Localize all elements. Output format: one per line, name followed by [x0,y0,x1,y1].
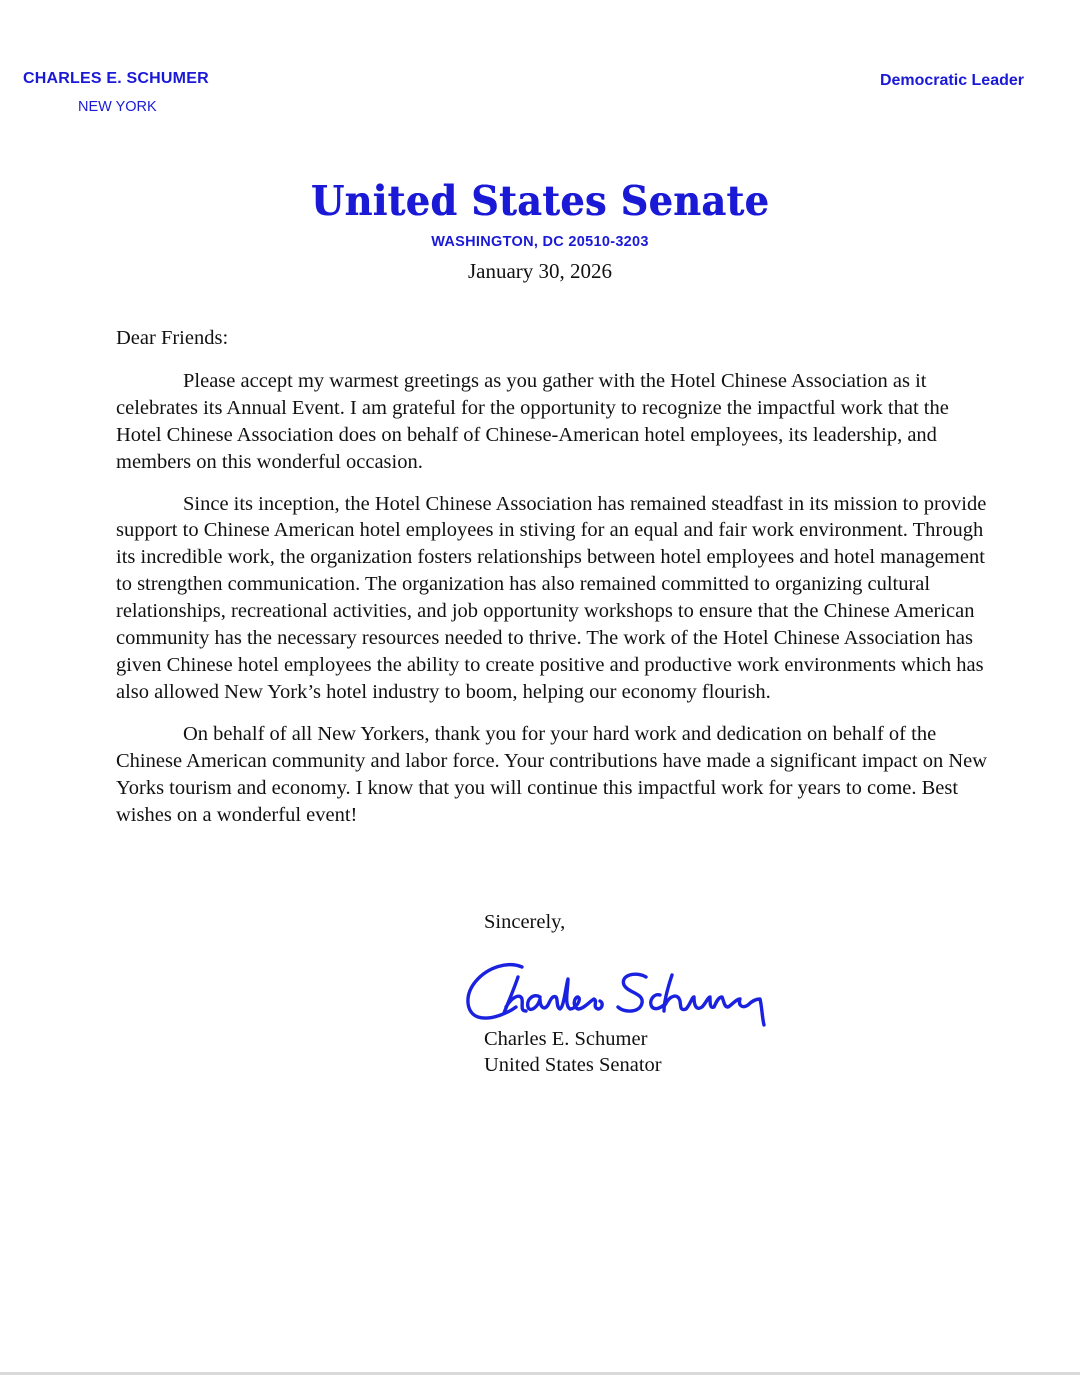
body-paragraph: Please accept my warmest greetings as you gather with the Hotel Chinese Association as it celebrates its Annual Event. I am grateful for the opportunity to recognize the impactful work that the Hotel Chinese Association does on behalf of Chinese-American hotel employees, its leadership, and members on this wonderful occasion. [116,369,949,473]
signer-title: United States Senator [484,1054,662,1076]
letterhead-sender-name: CHARLES E. SCHUMER [23,70,209,87]
letterhead-address: WASHINGTON, DC 20510-3203 [431,234,649,250]
letterhead-sender-role: Democratic Leader [879,72,1024,89]
closing: Sincerely, [484,911,566,933]
body-paragraph: On behalf of all New Yorkers, thank you for your hard work and dedication on behalf of the Chinese American community and labor force. Your contributions have made a significant impact on New Yorks tourism and economy. I know that you will continue this impactful work for years to come. Best wishes on a wonderful event! [116,722,988,826]
letterhead-institution: United States Senate [310,176,770,225]
letter-date: January 30, 2026 [467,259,613,283]
letter-body [116,325,988,843]
body-paragraph: Since its inception, the Hotel Chinese Association has remained steadfast in its mission to provide support to Chinese American hotel employees in stiving for an equal and fair work environment. Through its incredible work, the organization fosters relationships between hotel employees and hotel management to strengthen communication. The organization has also remained committed to organizing cultural relationships, recreational activities, and job opportunity workshops to ensure that the Chinese American community has the necessary resources needed to thrive. The work of the Hotel Chinese Association has given Chinese hotel employees the ability to create positive and productive work environments which has also allowed New York’s hotel industry to boom, helping our economy flourish. [116,492,987,703]
letterhead-sender-state: NEW YORK [78,99,157,115]
signer-name: Charles E. Schumer [484,1028,648,1050]
salutation: Dear Friends: [116,327,229,349]
handwritten-signature [460,955,780,1030]
